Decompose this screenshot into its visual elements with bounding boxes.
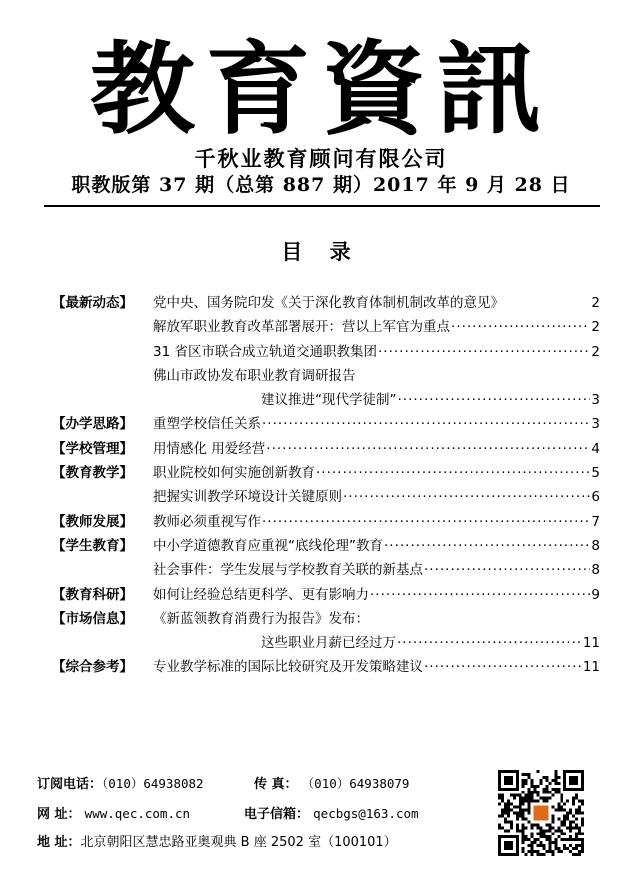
toc-entry-title: 教师必须重视写作 <box>153 513 261 530</box>
subscribe-phone-line <box>37 773 204 792</box>
toc-entry[interactable] <box>153 437 600 461</box>
toc-entry[interactable] <box>261 631 600 655</box>
toc-page-number: 6 <box>591 489 600 506</box>
toc-row[interactable] <box>52 510 600 534</box>
toc-entry[interactable] <box>153 558 600 582</box>
toc-entry[interactable] <box>153 364 600 388</box>
toc-entry[interactable] <box>153 607 600 631</box>
toc-entry[interactable] <box>153 461 600 485</box>
toc-entry[interactable] <box>153 412 600 436</box>
toc-entry[interactable] <box>153 510 600 534</box>
toc-entry-title: 佛山市政协发布职业教育调研报告 <box>153 367 356 384</box>
toc-row[interactable] <box>52 534 600 558</box>
toc-entry-title: 中小学道德教育应重视“底线伦理”教育 <box>153 537 383 554</box>
toc-leader-dots <box>384 534 590 558</box>
masthead-title: 教育資訊 <box>90 30 553 148</box>
toc-row[interactable] <box>52 558 600 582</box>
address-line <box>37 831 397 850</box>
toc-entry[interactable] <box>153 655 600 679</box>
toc-page-number: 2 <box>591 343 600 360</box>
website-line <box>37 803 190 822</box>
email-label: 电子信箱： <box>244 807 310 822</box>
toc-entry-title: 职业院校如何实施创新教育 <box>153 465 315 482</box>
toc-entry-title: 31 省区市联合成立轨道交通职教集团 <box>153 343 377 360</box>
toc-page-number: 3 <box>591 416 600 433</box>
toc-entry[interactable] <box>153 291 600 315</box>
toc-row[interactable] <box>52 437 600 461</box>
toc-page-number: 2 <box>591 295 600 311</box>
toc-leader-dots <box>424 655 582 679</box>
table-of-contents <box>52 291 600 680</box>
toc-leader-dots <box>378 340 590 364</box>
toc-entry[interactable] <box>153 583 600 607</box>
toc-page-number: 11 <box>582 659 600 676</box>
toc-entry[interactable] <box>153 534 600 558</box>
toc-entry-title: 用情感化 用爱经营 <box>153 440 266 457</box>
toc-entry-title: 这些职业月薪已经过万 <box>261 635 396 652</box>
toc-leader-dots <box>266 437 590 461</box>
toc-row[interactable] <box>52 485 600 509</box>
fax-label: 传 真： <box>254 777 298 792</box>
issue-line: 职教版第 37 期（总第 887 期）2017 年 9 月 28 日 <box>71 174 571 196</box>
toc-category: 【学生教育】 <box>52 537 133 554</box>
toc-page-number: 9 <box>591 586 600 603</box>
toc-category: 【办学思路】 <box>52 416 133 433</box>
toc-entry[interactable] <box>153 315 600 339</box>
toc-page-number: 8 <box>591 562 600 579</box>
toc-leader-dots <box>398 388 591 412</box>
toc-entry-title: 专业教学标准的国际比较研究及开发策略建议 <box>153 659 423 676</box>
toc-row[interactable] <box>52 607 600 631</box>
toc-entry[interactable] <box>153 485 600 509</box>
toc-category: 【最新动态】 <box>52 295 133 311</box>
toc-row[interactable] <box>52 315 600 339</box>
address-value: 北京朝阳区慧忠路亚奥观典 B 座 2502 室（100101） <box>80 835 397 850</box>
toc-entry[interactable] <box>153 340 600 364</box>
fax-line <box>254 773 409 792</box>
toc-leader-dots <box>343 485 590 509</box>
toc-category: 【教师发展】 <box>52 513 133 530</box>
subscribe-phone-value: （010）64938082 <box>102 776 204 791</box>
toc-page-number: 11 <box>582 635 600 652</box>
website-label: 网 址： <box>37 807 81 822</box>
toc-page-number: 7 <box>591 513 600 530</box>
email-link[interactable]: qecbgs@163.com <box>313 806 419 821</box>
toc-category: 【教育教学】 <box>52 465 133 482</box>
toc-row[interactable] <box>52 631 600 655</box>
toc-entry-title: 解放军职业教育改革部署展开：营以上军官为重点 <box>153 319 450 336</box>
toc-category: 【市场信息】 <box>52 610 133 627</box>
toc-entry-title: 党中央、国务院印发《关于深化教育体制机制改革的意见》 <box>153 295 504 311</box>
toc-row[interactable] <box>52 412 600 436</box>
toc-leader-dots <box>370 583 590 607</box>
toc-entry-title: 社会事件：学生发展与学校教育关联的新基点 <box>153 562 423 579</box>
organization-name: 千秋业教育顾问有限公司 <box>194 146 448 171</box>
toc-row[interactable] <box>52 340 600 364</box>
toc-entry-title: 重塑学校信任关系 <box>153 416 261 433</box>
qr-code-icon[interactable] <box>498 770 584 856</box>
header-divider <box>44 205 600 207</box>
toc-entry-title: 如何让经验总结更科学、更有影响力 <box>153 586 369 603</box>
toc-leader-dots <box>262 510 590 534</box>
toc-entry-title: 建议推进“现代学徒制” <box>261 392 397 409</box>
toc-category: 【教育科研】 <box>52 586 133 603</box>
toc-page-number: 8 <box>591 537 600 554</box>
toc-entry[interactable] <box>261 388 600 412</box>
address-label: 地 址： <box>37 835 81 850</box>
toc-leader-dots <box>316 461 590 485</box>
toc-leader-dots <box>424 558 590 582</box>
toc-page-number: 5 <box>591 465 600 482</box>
toc-page-number: 2 <box>591 319 600 336</box>
toc-row[interactable] <box>52 461 600 485</box>
toc-leader-dots <box>262 412 590 436</box>
subscribe-phone-label: 订阅电话： <box>37 777 103 792</box>
toc-row[interactable] <box>52 655 600 679</box>
toc-page-number: 4 <box>591 440 600 457</box>
toc-title: 目 录 <box>281 239 361 264</box>
toc-row[interactable] <box>52 388 600 412</box>
toc-row[interactable] <box>52 364 600 388</box>
toc-category: 【综合参考】 <box>52 659 133 676</box>
fax-value: （010）64938079 <box>301 776 410 791</box>
toc-leader-dots <box>397 631 582 655</box>
toc-entry-title: 把握实训教学环境设计关键原则 <box>153 489 342 506</box>
email-line <box>244 803 419 822</box>
toc-category: 【学校管理】 <box>52 440 133 457</box>
toc-entry-title: 《新蓝领教育消费行为报告》发布： <box>153 610 369 627</box>
toc-row[interactable] <box>52 583 600 607</box>
website-link[interactable]: www.qec.com.cn <box>84 806 191 821</box>
toc-page-number: 3 <box>591 392 600 409</box>
toc-leader-dots <box>451 315 590 339</box>
toc-row[interactable] <box>52 291 600 315</box>
